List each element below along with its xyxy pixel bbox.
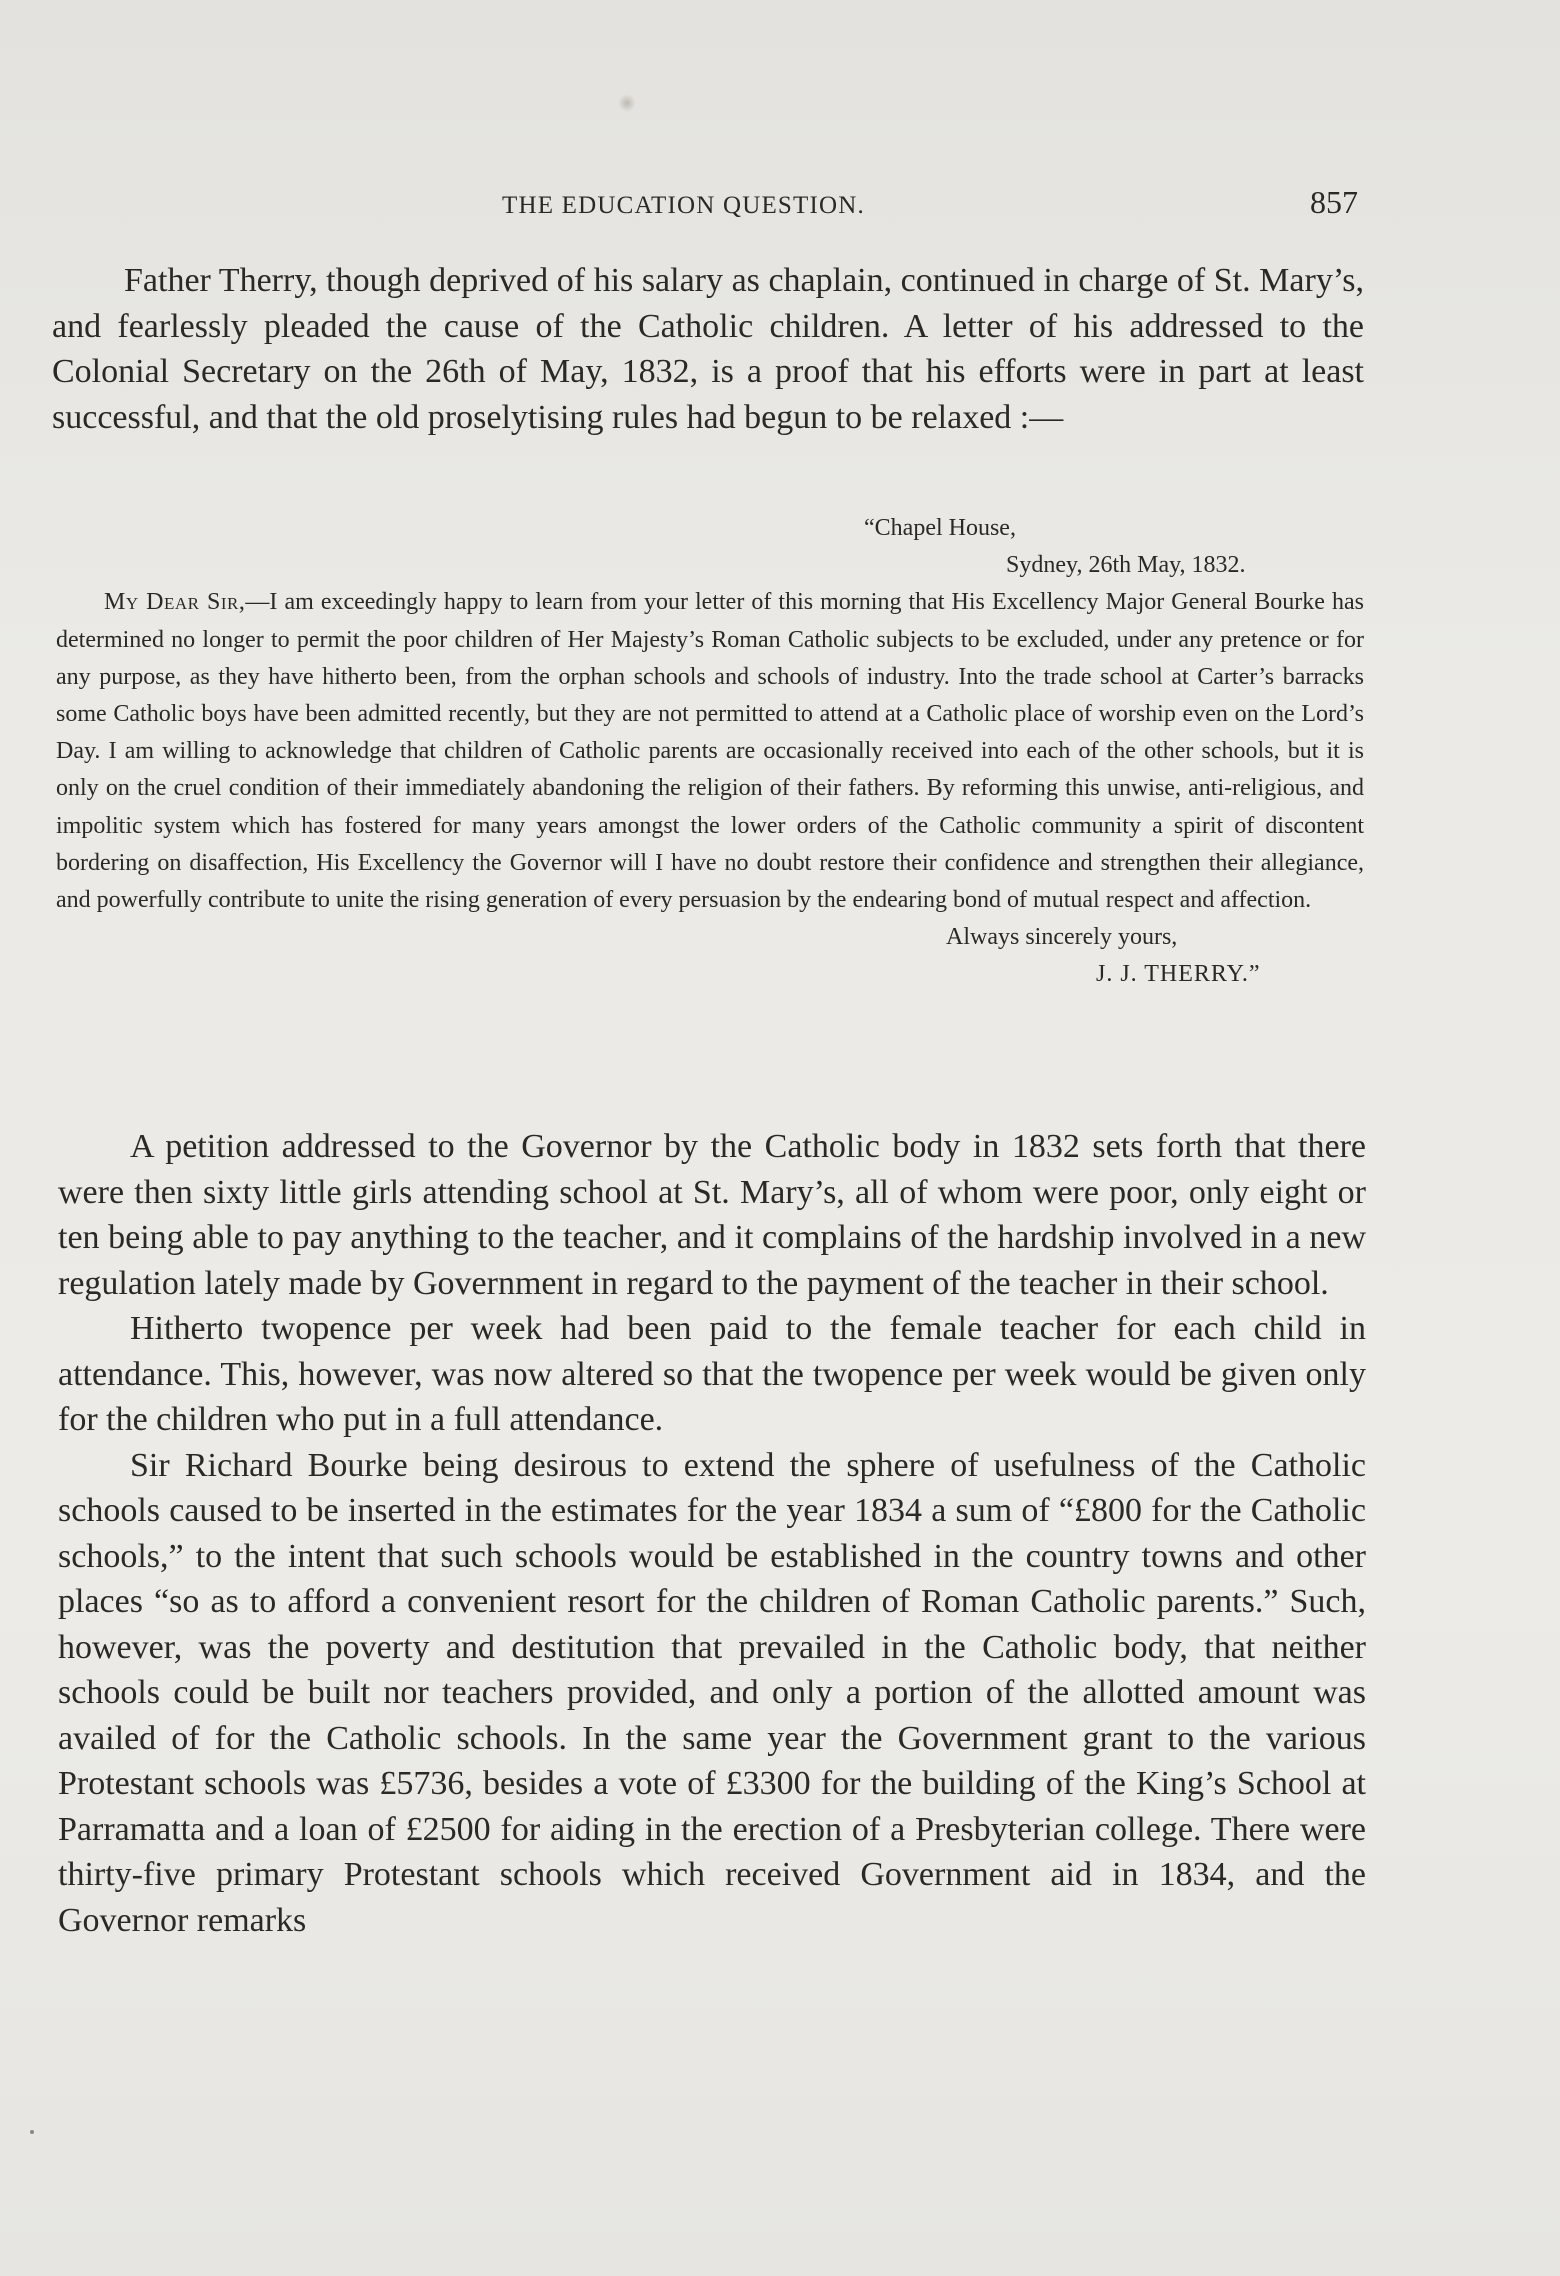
body-text-top [52, 258, 1364, 440]
page-header [0, 184, 1560, 228]
page-speck [30, 2130, 34, 2134]
quoted-letter [56, 510, 1364, 994]
letter-closing: Always sincerely yours, [946, 924, 1178, 951]
paragraph: Father Therry, though deprived of his salary as chaplain, continued in charge of St. Mary’s, and fearlessly pleaded the cause of the Catholic children. A letter of his addressed to the Colonial Secretary on the 26th of May, 1832, is a proof that his efforts were in part at least successful, and that the old proselytising rules had begun to be relaxed :— [52, 262, 1364, 436]
letter-signature: J. J. THERRY.” [1096, 961, 1261, 988]
letter-address-line-2: Sydney, 26th May, 1832. [1006, 552, 1246, 579]
paragraph: A petition addressed to the Governor by the Catholic body in 1832 sets forth that there were then sixty little girls attending school at St. Mary’s, all of whom were poor, only eight or ten being able to pay anything to the teacher, and it complains of the hardship involved in a new regulation lately made by Government in regard to the payment of the teacher in their school. [58, 1128, 1366, 1302]
paragraph: Hitherto twopence per week had been paid to the female teacher for each child in attendance. This, however, was now altered so that the twopence per week would be given only for the children who put in a full attendance. [58, 1310, 1366, 1438]
letter-body-text: —I am exceedingly happy to learn from your letter of this morning that His Excellency Major General Bourke has determined no longer to permit the poor children of Her Majesty’s Roman Catholic subjects to be excluded, under any pretence or for any purpose, as they have hitherto been, from the orphan schools and schools of industry. Into the trade school at Carter’s barracks some Catholic boys have been admitted recently, but they are not permitted to attend at a Catholic place of worship even on the Lord’s Day. I am willing to acknowledge that children of Catholic parents are occasionally received into each of the other schools, but it is only on the cruel condition of their immediately abandoning the religion of their fathers. By reforming this unwise, anti-religious, and impolitic system which has fostered for many years amongst the lower orders of the Catholic community a spirit of discontent bordering on disaffection, His Excellency the Governor will I have no doubt restore their confidence and strengthen their allegiance, and powerfully contribute to unite the rising generation of every persuasion by the endearing bond of mutual respect and affection. [56, 589, 1364, 914]
page-number: 857 [1310, 184, 1358, 220]
letter-address-line-1: “Chapel House, [864, 515, 1016, 541]
letter-salutation: My Dear Sir, [104, 589, 246, 616]
body-text-bottom [58, 1124, 1366, 1943]
paragraph: Sir Richard Bourke being desirous to extend the sphere of usefulness of the Catholic schools caused to be inserted in the estimates for the year 1834 a sum of “£800 for the Catholic schools,” to the intent that such schools would be established in the country towns and other places “so as to afford a convenient resort for the children of Roman Catholic parents.” Such, however, was the poverty and destitution that prevailed in the Catholic body, that neither schools could be built nor teachers provided, and only a portion of the allotted amount was availed of for the Catholic schools. In the same year the Government grant to the various Protestant schools was £5736, besides a vote of £3300 for the building of the King’s School at Parramatta and a loan of £2500 for aiding in the erection of a Presbyterian college. There were thirty-five primary Protestant schools which received Government aid in 1834, and the Governor remarks [58, 1446, 1366, 1939]
running-title: THE EDUCATION QUESTION. [502, 192, 865, 219]
letter-body [56, 584, 1364, 919]
page-smudge [618, 94, 636, 112]
